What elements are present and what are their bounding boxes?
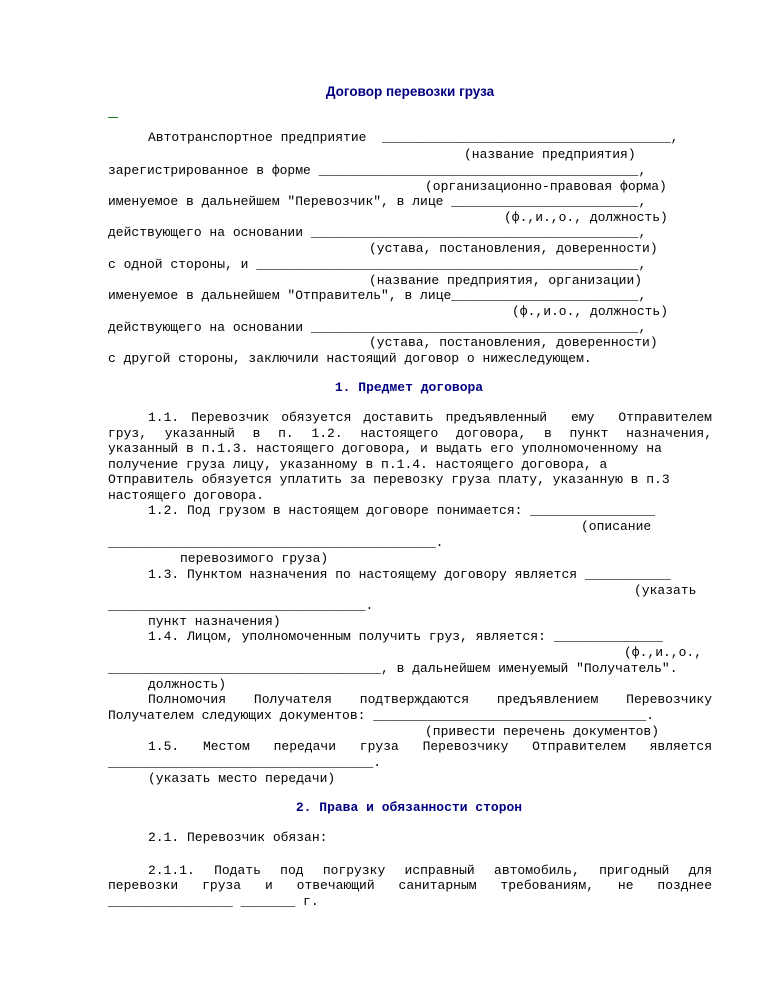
preamble-closing: с другой стороны, заключили настоящий договор о нижеследующем.	[108, 351, 592, 366]
clause-1-1-line-6: настоящего договора.	[108, 488, 265, 503]
green-cursor-mark	[108, 117, 118, 118]
clause-1-3-hint: (указать	[634, 583, 697, 598]
clause-1-2-line-1: 1.2. Под грузом в настоящем договоре понимается: ________________	[148, 503, 656, 518]
clause-1-5-line-1: 1.5. Местом передачи груза Перевозчику Отправителем является	[148, 739, 712, 754]
preamble-hint-7: (устава, постановления, доверенности)	[369, 335, 658, 350]
preamble-hint-4: (устава, постановления, доверенности)	[369, 241, 658, 256]
preamble-line-7: действующего на основании __________________________________________,	[108, 320, 647, 335]
preamble-line-6: именуемое в дальнейшем "Отправитель", в лице________________________,	[108, 288, 647, 303]
clause-2-1-1-line-2: перевозки груза и отвечающий санитарным требованиям, не позднее	[108, 878, 712, 893]
clause-2-1: 2.1. Перевозчик обязан:	[148, 830, 328, 845]
clause-1-2-blank: __________________________________________.	[108, 535, 444, 550]
preamble-line-2: зарегистрированное в форме _________________________________________,	[108, 163, 647, 178]
clause-1-4-line-4: Получателем следующих документов: ___________________________________.	[108, 708, 655, 723]
clause-1-2-hint-2: перевозимого груза)	[180, 551, 329, 566]
clause-2-1-1-line-3: ________________ _______ г.	[108, 894, 319, 909]
preamble-hint-1: (название предприятия)	[464, 147, 636, 162]
section-1-heading: 1. Предмет договора	[334, 380, 484, 395]
preamble-line-4: действующего на основании __________________________________________,	[108, 225, 647, 240]
clause-1-1-line-4: получение груза лицу, указанному в п.1.4. настоящего договора, а	[108, 457, 608, 472]
preamble-hint-2: (организационно-правовая форма)	[425, 179, 667, 194]
section-2-heading: 2. Права и обязанности сторон	[295, 800, 523, 815]
preamble-hint-3: (ф.,и.,о., должность)	[504, 210, 668, 225]
clause-1-1-line-1: 1.1. Перевозчик обязуется доставить предъявленный ему Отправителем	[148, 410, 712, 425]
preamble-line-3: именуемое в дальнейшем "Перевозчик", в лице ________________________,	[108, 194, 647, 209]
clause-1-4-line-1: 1.4. Лицом, уполномоченным получить груз, является: ______________	[148, 629, 663, 644]
document-title: Договор перевозки груза	[325, 84, 495, 99]
preamble-hint-6: (ф.,и.о., должность)	[512, 304, 669, 319]
preamble-line-5: с одной стороны, и _________________________________________________,	[108, 257, 647, 272]
clause-1-3-blank: _________________________________.	[108, 598, 374, 613]
preamble-hint-5: (название предприятия, организации)	[369, 273, 643, 288]
clause-1-3-line-1: 1.3. Пунктом назначения по настоящему договору является ___________	[148, 567, 671, 582]
clause-1-3-hint-2: пункт назначения)	[148, 614, 281, 629]
clause-1-1-line-2: груз, указанный в п. 1.2. настоящего договора, в пункт назначения,	[108, 426, 712, 441]
clause-1-4-hint-3: (привести перечень документов)	[425, 724, 660, 739]
clause-1-4-hint-2: должность)	[148, 677, 227, 692]
clause-1-2-hint: (описание	[581, 519, 652, 534]
clause-1-4-line-3: Полномочия Получателя подтверждаются предъявлением Перевозчику	[148, 692, 712, 707]
clause-1-4-hint: (ф.,и.,о.,	[624, 645, 703, 660]
clause-1-5-blank: __________________________________.	[108, 755, 382, 770]
clause-2-1-1-line-1: 2.1.1. Подать под погрузку исправный автомобиль, пригодный для	[148, 863, 712, 878]
clause-1-1-line-5: Отправитель обязуется уплатить за перевозку груза плату, указанную в п.3	[108, 472, 670, 487]
clause-1-1-line-3: указанный в п.1.3. настоящего договора, и выдать его уполномоченному на	[108, 441, 662, 456]
preamble-line-1: Автотранспортное предприятие _____________________________________,	[148, 130, 679, 145]
clause-1-5-hint: (указать место передачи)	[148, 771, 336, 786]
clause-1-4-line-2: ___________________________________, в дальнейшем именуемый "Получатель".	[108, 661, 678, 676]
